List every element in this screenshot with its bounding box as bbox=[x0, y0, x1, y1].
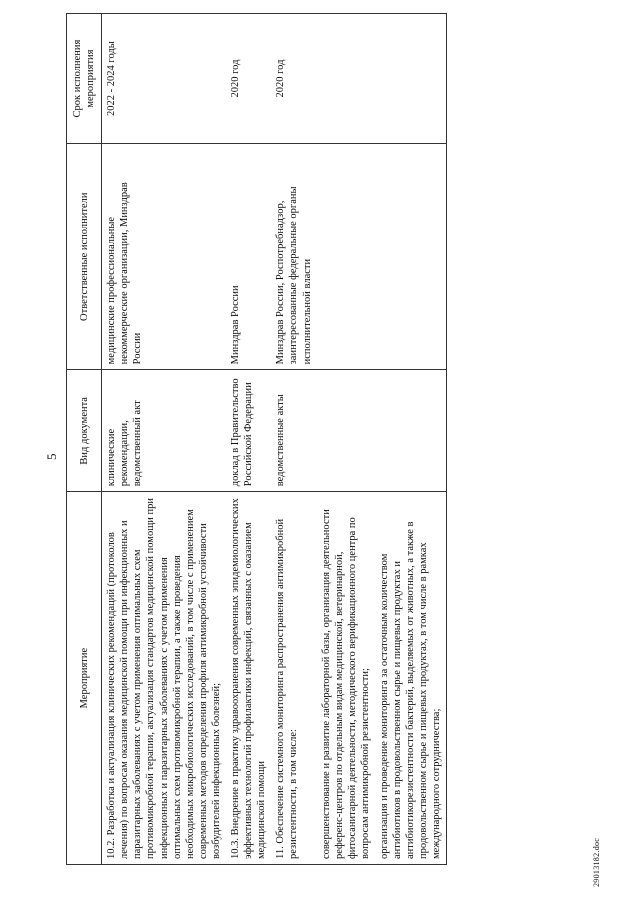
doc-type-cell: клинические рекомендации, ведомственный акт bbox=[102, 370, 226, 492]
page-number: 5 bbox=[44, 453, 59, 460]
executors-cell: Минздрав России, Роспотребнадзор, заинтересованные федеральные органы исполнительной власти bbox=[271, 144, 316, 370]
period-cell bbox=[375, 14, 447, 144]
activity-cell: организация и проведение мониторинга за остаточным количеством антибиотиков в продовольственном сырье и пищевых продуктах и антибиотикорезистентности бактерий, выделяемых от животных, а также в продовольственном сырье и пищевых продуктах, в том числе в рамках международного сотрудничества; bbox=[375, 492, 447, 865]
executors-cell: Минздрав России bbox=[226, 144, 271, 370]
executors-cell bbox=[375, 144, 447, 370]
table-row bbox=[102, 14, 226, 865]
measures-table bbox=[66, 13, 447, 865]
activity-cell: 10.2. Разработка и актуализация клинических рекомендаций (протоколов лечения) по вопросам оказания медицинской помощи при инфекционных и паразитарных заболеваниях с учетом применения оптимальных схем противомикробной терапии, актуализация стандартов медицинской помощи при инфекционных и паразитарных заболеваниях с учетом применения оптимальных схем противомикробной терапии, а также проведения необходимых микробиологических исследований, в том числе с применением современных методов определения профиля антимикробной устойчивости возбудителей инфекционных болезней; bbox=[102, 492, 226, 865]
activity-cell: совершенствование и развитие лабораторной базы, организация деятельности референс-центров по отдельным видам медицинской, ветеринарной, фитосанитарной деятельности, методического верификационного центра по вопросам антимикробной резистентности; bbox=[317, 492, 375, 865]
header-period: Срок исполнения мероприятия bbox=[67, 14, 102, 144]
executors-cell bbox=[317, 144, 375, 370]
document-id: 29013182.doc bbox=[592, 837, 601, 887]
period-cell: 2020 год bbox=[271, 14, 316, 144]
header-executors: Ответственные исполнители bbox=[67, 144, 102, 370]
table-row bbox=[317, 14, 375, 865]
activity-cell: 10.3. Внедрение в практику здравоохранения современных эпидемиологических эффективных технологий профилактики инфекций, связанных с оказанием медицинской помощи bbox=[226, 492, 271, 865]
period-cell: 2020 год bbox=[226, 14, 271, 144]
table-row bbox=[375, 14, 447, 865]
table-row bbox=[226, 14, 271, 865]
doc-type-cell: доклад в Правительство Российской Федерации bbox=[226, 370, 271, 492]
table-header-row bbox=[67, 14, 102, 865]
doc-type-cell: ведомственные акты bbox=[271, 370, 316, 492]
activity-cell: 11. Обеспечение системного мониторинга распространения антимикробной резистентности, в том числе: bbox=[271, 492, 316, 865]
executors-cell: медицинские профессиональные некоммерческие организации, Минздрав России bbox=[102, 144, 226, 370]
doc-type-cell bbox=[375, 370, 447, 492]
doc-type-cell bbox=[317, 370, 375, 492]
table-row bbox=[271, 14, 316, 865]
header-doc-type: Вид документа bbox=[67, 370, 102, 492]
period-cell bbox=[317, 14, 375, 144]
header-activity: Мероприятие bbox=[67, 492, 102, 865]
period-cell: 2022 - 2024 годы bbox=[102, 14, 226, 144]
